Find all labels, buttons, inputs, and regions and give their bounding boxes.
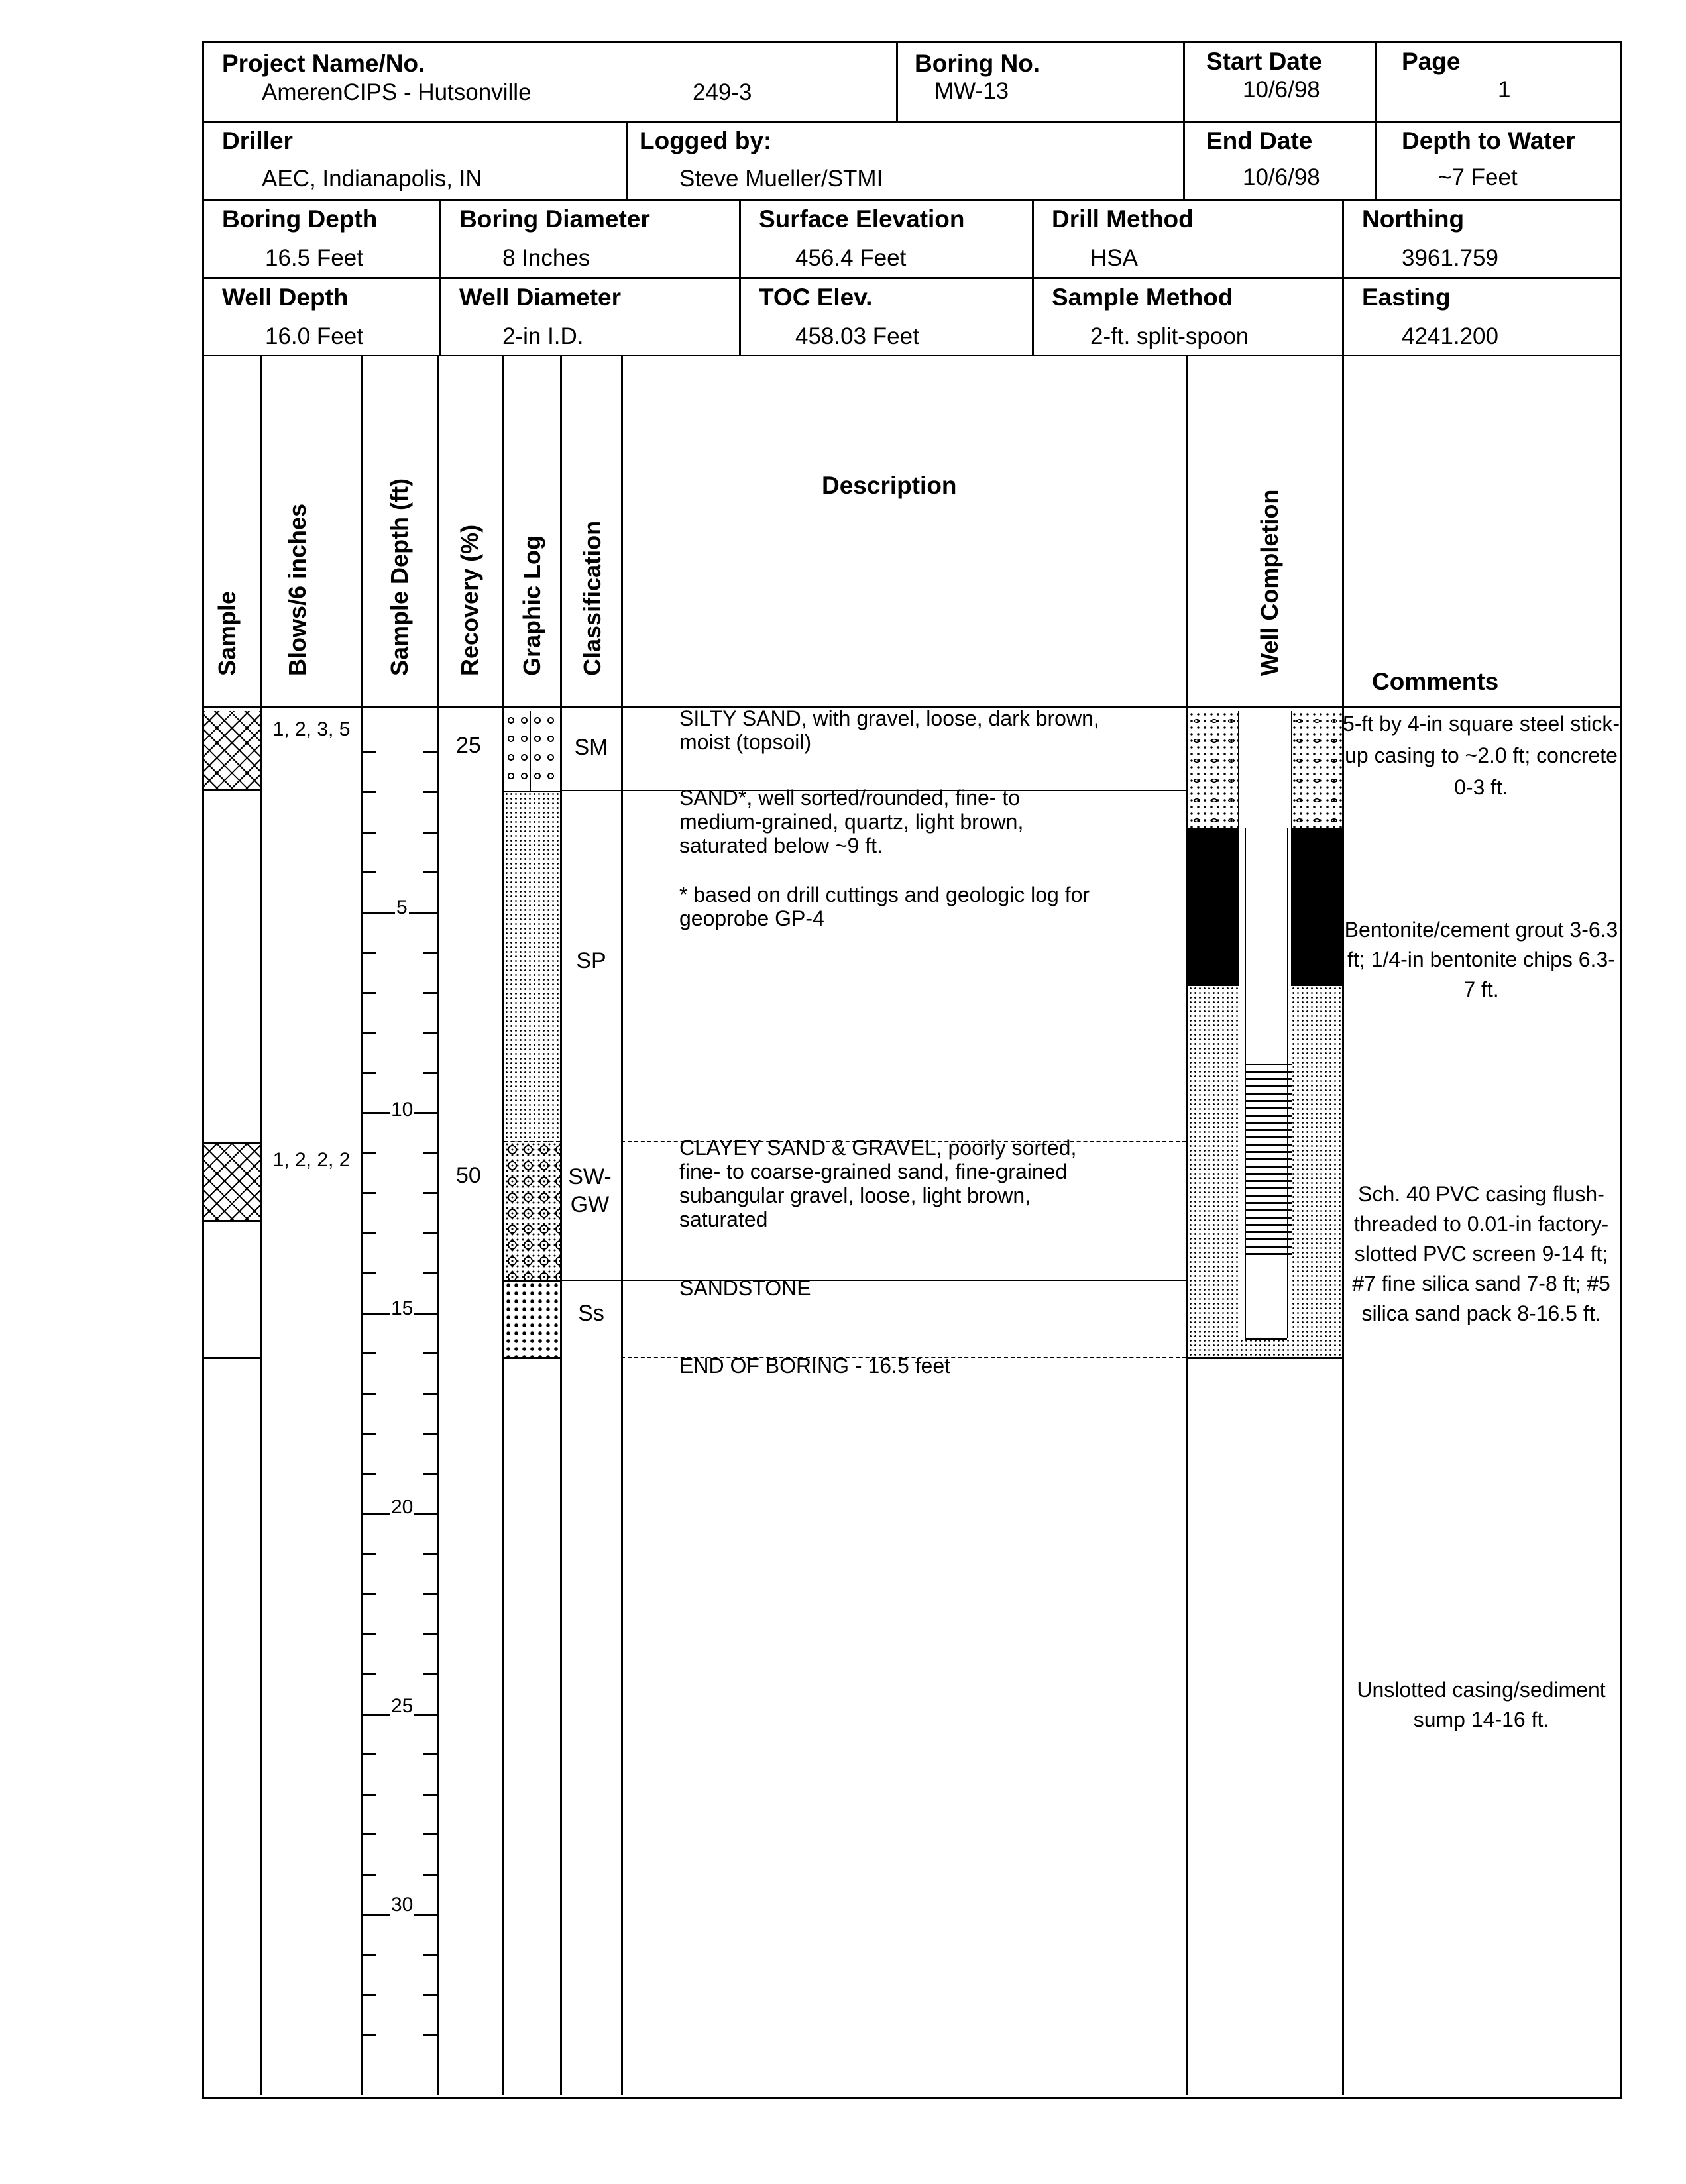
depth-tick-right: [423, 2034, 437, 2036]
col-sample-depth: Sample Depth (ft): [386, 478, 413, 676]
depth-tick-left: [361, 1673, 376, 1675]
depth-tick-left: [361, 1152, 376, 1154]
class-ss: Ss: [578, 1301, 604, 1326]
graphic-sand: [504, 792, 560, 1142]
col-description: Description: [822, 472, 957, 499]
depth-tick-right: [423, 1032, 437, 1034]
depth-tick-right: [423, 1473, 437, 1475]
depth-tick-left: [361, 1954, 376, 1956]
depth-tick-right: [423, 1794, 437, 1796]
well-depth: 16.0 Feet: [265, 323, 363, 349]
boring-no-label: Boring No.: [915, 50, 1040, 77]
depth-tick-left: [361, 1473, 376, 1475]
well-diameter-label: Well Diameter: [459, 284, 622, 311]
logged-by: Steve Mueller/STMI: [679, 166, 883, 191]
depth-tick-right: [423, 1232, 437, 1234]
layer-3-description: CLAYEY SAND & GRAVEL, poorly sorted, fine- to coarse-grained sand, fine-grained subangular gravel, loose, light brown, saturated: [679, 1136, 1077, 1231]
depth-tick-left: [361, 1272, 376, 1274]
depth-tick-right: [423, 1393, 437, 1395]
depth-tick-left: [361, 1833, 376, 1835]
start-date-label: Start Date: [1206, 48, 1322, 75]
sample-method: 2-ft. split-spoon: [1090, 323, 1249, 349]
depth-tick-left: [361, 1192, 376, 1194]
depth-tick-right: [423, 1152, 437, 1154]
drill-method-label: Drill Method: [1052, 205, 1194, 233]
depth-tick-left: [361, 1994, 376, 1996]
depth-tick-right: [423, 1673, 437, 1675]
comment-casing: 5-ft by 4-in square steel stick-up casing to ~2.0 ft; concrete 0-3 ft.: [1343, 712, 1620, 799]
start-date: 10/6/98: [1243, 77, 1320, 103]
col-classification: Classification: [579, 520, 606, 676]
class-sm: SM: [574, 735, 608, 760]
graphic-topsoil: [504, 711, 560, 792]
toc-elev-label: TOC Elev.: [759, 284, 873, 311]
sample-method-label: Sample Method: [1052, 284, 1233, 311]
well-grout-right: [1291, 828, 1342, 986]
depth-tick-right: [423, 1753, 437, 1755]
depth-label-20: 20: [391, 1496, 414, 1518]
sample-1-blows: 1, 2, 3, 5: [272, 718, 351, 740]
northing: 3961.759: [1402, 245, 1498, 271]
well-grout: [1188, 828, 1239, 986]
depth-tick-left: [361, 1232, 376, 1234]
depth-tick-left: [361, 1794, 376, 1796]
depth-tick-right: [423, 1633, 437, 1635]
boring-depth-label: Boring Depth: [222, 205, 378, 233]
depth-tick-left: [361, 1753, 376, 1755]
depth-tick-right: [423, 1352, 437, 1354]
depth-tick-left: [361, 1433, 376, 1435]
depth-tick-right: [423, 1272, 437, 1274]
depth-label-15: 15: [391, 1297, 414, 1319]
depth-tick-left: [361, 1352, 376, 1354]
page-number: 1: [1498, 77, 1511, 103]
depth-tick-right: [423, 1833, 437, 1835]
layer-4-description: SANDSTONE: [679, 1276, 811, 1300]
depth-tick-right: [423, 871, 437, 873]
layer-2-description: SAND*, well sorted/rounded, fine- to medium-grained, quartz, light brown, saturated below ~9 ft.: [679, 786, 1024, 857]
depth-tick-right: [423, 992, 437, 994]
depth-tick-right: [423, 791, 437, 793]
depth-tick-left: [361, 1553, 376, 1555]
boring-diameter: 8 Inches: [502, 245, 590, 271]
depth-tick-left: [361, 751, 376, 753]
depth-label-30: 30: [391, 1894, 414, 1916]
end-of-boring: END OF BORING - 16.5 feet: [679, 1354, 950, 1378]
end-date: 10/6/98: [1243, 164, 1320, 190]
depth-tick-right: [423, 1553, 437, 1555]
end-date-label: End Date: [1206, 127, 1313, 154]
well-concrete: [1188, 711, 1239, 828]
depth-tick-left: [361, 952, 376, 954]
col-well-completion: Well Completion: [1256, 489, 1283, 676]
depth-tick-left: [361, 871, 376, 873]
col-blows: Blows/6 inches: [284, 503, 311, 676]
depth-tick-left: [361, 1874, 376, 1876]
sample-1-marker: [204, 711, 260, 791]
col-comments: Comments: [1372, 668, 1499, 695]
depth-tick-left: [361, 2034, 376, 2036]
depth-to-water: ~7 Feet: [1438, 164, 1518, 190]
comment-grout: Bentonite/cement grout 3-6.3 ft; 1/4-in bentonite chips 6.3-7 ft.: [1344, 918, 1618, 1001]
project-label: Project Name/No.: [222, 50, 425, 77]
drill-method: HSA: [1090, 245, 1138, 271]
depth-tick-left: [361, 1633, 376, 1635]
boring-diameter-label: Boring Diameter: [459, 205, 650, 233]
sample-1-recovery: 25: [456, 733, 481, 758]
comment-screen: Sch. 40 PVC casing flush-threaded to 0.01-in factory-slotted PVC screen 9-14 ft; #7 fine silica sand 7-8 ft; #5 silica sand pack 8-16.5 ft.: [1352, 1182, 1610, 1325]
depth-tick-left: [361, 832, 376, 834]
layer-1-description: SILTY SAND, with gravel, loose, dark brown, moist (topsoil): [679, 706, 1099, 754]
depth-tick-right: [423, 1994, 437, 1996]
comment-sump: Unslotted casing/sediment sump 14-16 ft.: [1357, 1678, 1606, 1731]
depth-label-10: 10: [391, 1099, 414, 1120]
depth-tick-right: [423, 1192, 437, 1194]
col-sample: Sample: [213, 590, 241, 676]
easting: 4241.200: [1402, 323, 1498, 349]
sample-2-marker: [204, 1142, 260, 1222]
northing-label: Northing: [1362, 205, 1465, 233]
sample-2-recovery: 50: [456, 1163, 481, 1188]
col-graphic-log: Graphic Log: [518, 535, 545, 676]
boring-no: MW-13: [934, 78, 1009, 104]
driller-label: Driller: [222, 127, 293, 154]
depth-tick-right: [423, 1072, 437, 1074]
depth-tick-left: [361, 992, 376, 994]
well-depth-label: Well Depth: [222, 284, 349, 311]
project-name: AmerenCIPS - Hutsonville: [262, 80, 532, 105]
depth-tick-left: [361, 1072, 376, 1074]
well-diameter: 2-in I.D.: [502, 323, 584, 349]
page-label: Page: [1402, 48, 1461, 75]
depth-label-5: 5: [396, 897, 408, 918]
depth-tick-right: [423, 751, 437, 753]
depth-tick-left: [361, 1032, 376, 1034]
depth-tick-right: [423, 1593, 437, 1595]
depth-tick-right: [423, 832, 437, 834]
surface-elevation: 456.4 Feet: [795, 245, 907, 271]
surface-elevation-label: Surface Elevation: [759, 205, 965, 233]
well-concrete-right: [1291, 711, 1342, 828]
depth-tick-right: [423, 952, 437, 954]
boring-depth: 16.5 Feet: [265, 245, 363, 271]
well-sand-pack: [1188, 986, 1239, 1359]
col-recovery: Recovery (%): [456, 524, 483, 676]
layer-2-note: * based on drill cuttings and geologic log for geoprobe GP-4: [679, 883, 1090, 930]
depth-tick-right: [423, 1874, 437, 1876]
class-sp: SP: [576, 948, 606, 973]
well-sand-pack-right: [1291, 986, 1342, 1359]
depth-tick-left: [361, 791, 376, 793]
depth-tick-right: [423, 1954, 437, 1956]
logged-by-label: Logged by:: [640, 127, 772, 154]
depth-tick-left: [361, 1593, 376, 1595]
graphic-sand-gravel: [504, 1142, 560, 1282]
toc-elev: 458.03 Feet: [795, 323, 919, 349]
depth-label-25: 25: [391, 1695, 414, 1717]
depth-to-water-label: Depth to Water: [1402, 127, 1575, 154]
depth-tick-right: [423, 1433, 437, 1435]
project-number: 249-3: [693, 80, 752, 105]
depth-tick-left: [361, 1393, 376, 1395]
driller: AEC, Indianapolis, IN: [262, 166, 482, 191]
class-sw-gw: SW-GW: [568, 1164, 612, 1217]
sample-2-blows: 1, 2, 2, 2: [272, 1149, 351, 1171]
easting-label: Easting: [1362, 284, 1451, 311]
graphic-sandstone: [504, 1282, 560, 1359]
